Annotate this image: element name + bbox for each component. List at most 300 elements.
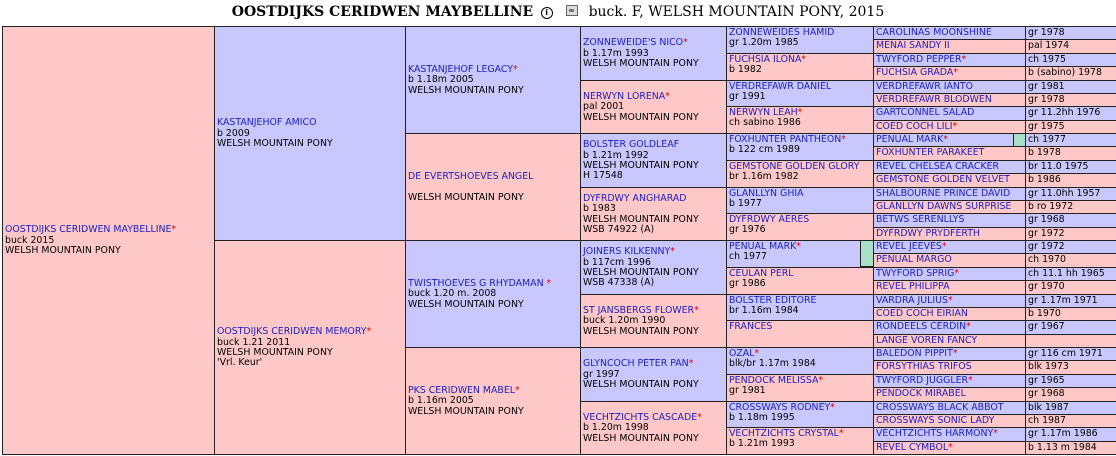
ancestor-name-link[interactable]: BETWS SERENLLYS xyxy=(876,214,965,225)
ancestor-detail-line: gr 1976 xyxy=(729,224,766,236)
ancestor-cell xyxy=(873,120,1027,134)
ancestor-info-cell xyxy=(1025,401,1116,415)
ancestor-cell xyxy=(726,374,875,402)
ancestor-cell xyxy=(873,240,1027,254)
ancestor-cell xyxy=(873,334,1027,348)
ancestor-name-line xyxy=(876,28,1024,38)
ancestor-name-link[interactable]: FRANCES xyxy=(729,321,773,332)
star-marker: * xyxy=(801,54,807,65)
ancestor-name-link[interactable]: GLANLLYN GHIA xyxy=(729,188,804,199)
ancestor-name-link[interactable]: COED COCH EIRIAN xyxy=(876,308,968,319)
ancestor-detail-line: H 17548 xyxy=(583,170,623,182)
ancestor-content xyxy=(876,122,1024,132)
ancestor-name-line xyxy=(876,229,1024,239)
ancestor-name-line xyxy=(876,429,1024,439)
ancestor-content xyxy=(876,416,1024,426)
ancestor-name-link[interactable]: CEULAN PERL xyxy=(729,268,794,279)
ancestor-cell xyxy=(214,26,407,241)
ancestor-info-cell xyxy=(1025,441,1116,455)
ancestor-details: gr 1972 xyxy=(1028,228,1065,239)
ancestor-name-line xyxy=(876,309,1024,319)
ancestor-name-link[interactable]: PENDOCK MIRABEL xyxy=(876,388,966,399)
horse-description: buck. F, WELSH MOUNTAIN PONY, 2015 xyxy=(588,4,885,20)
ancestor-cell xyxy=(873,387,1027,402)
ancestor-detail-line: 'Vrl. Keur' xyxy=(217,357,263,369)
ancestor-name-link[interactable]: ZONNEWEIDE'S NICO xyxy=(583,37,684,49)
ancestor-details: ch 1975 xyxy=(1028,54,1066,65)
ancestor-content xyxy=(876,41,1024,51)
star-marker: * xyxy=(952,348,958,359)
ancestor-details: b 1978 xyxy=(1028,147,1061,158)
ancestor-content xyxy=(729,322,872,343)
ancestor-detail-line: blk/br 1.17m 1984 xyxy=(729,358,816,370)
ancestor-detail-line: WELSH MOUNTAIN PONY xyxy=(408,405,524,417)
ancestor-details: b 1.13 m 1984 xyxy=(1028,442,1097,453)
ancestor-name-link[interactable]: VECHTZICHTS CASCADE xyxy=(583,411,698,423)
ancestor-detail-line: b 1.20m 1998 xyxy=(583,422,649,434)
ancestor-name-link[interactable]: GLANLLYN DAWNS SURPRISE xyxy=(876,201,1012,212)
ancestor-name-link[interactable]: NERWYN LORENA xyxy=(583,90,666,102)
ancestor-name-link[interactable]: PENDOCK MELISSA xyxy=(729,375,819,386)
ancestor-name-link[interactable]: TWYFORD SPRIG xyxy=(876,268,955,279)
ancestor-name-link[interactable]: CROSSWAYS RODNEY xyxy=(729,402,831,413)
ancestor-detail-line: b 1982 xyxy=(729,64,762,76)
ancestor-cell xyxy=(580,26,728,81)
ancestor-detail-line: gr 1986 xyxy=(729,278,766,290)
ancestor-name-link[interactable]: ST JANSBERGS FLOWER xyxy=(583,304,695,316)
ancestor-name-link[interactable]: REVEL PHILIPPA xyxy=(876,281,950,292)
ancestor-content xyxy=(876,429,1024,439)
ancestor-cell xyxy=(2,26,216,455)
ancestor-content xyxy=(876,403,1024,413)
ancestor-cell xyxy=(405,133,582,241)
ancestor-content xyxy=(729,28,872,49)
ancestor-cell xyxy=(873,441,1027,455)
ancestor-content xyxy=(876,28,1024,38)
info-icon[interactable]: i xyxy=(541,7,553,19)
ancestor-cell xyxy=(580,80,728,134)
ancestor-content xyxy=(876,215,1024,225)
ancestor-name-line xyxy=(876,148,1024,158)
ancestor-details: blk 1987 xyxy=(1028,402,1069,413)
ancestor-content xyxy=(876,148,1024,158)
ancestor-cell xyxy=(873,53,1027,67)
ancestor-content xyxy=(876,55,1024,65)
ancestor-cell xyxy=(580,347,728,402)
ancestor-details: b ro 1972 xyxy=(1028,201,1074,212)
ancestor-info-cell xyxy=(1025,427,1116,442)
ancestor-detail-line: WELSH MOUNTAIN PONY xyxy=(217,138,333,150)
ancestor-name-link[interactable]: REVEL JEEVES xyxy=(876,241,942,252)
star-marker: * xyxy=(818,375,824,386)
ancestor-name-link[interactable]: GARTCONNEL SALAD xyxy=(876,107,975,118)
ancestor-name-line xyxy=(876,362,1024,372)
ancestor-cell xyxy=(726,26,875,54)
ancestor-name-line xyxy=(876,376,1024,386)
ancestor-name-link[interactable]: TWYFORD JUGGLER xyxy=(876,375,969,386)
ancestor-name-link[interactable]: OOSTDIJKS CERIDWEN MEMORY xyxy=(217,326,367,338)
ancestor-content xyxy=(729,55,872,76)
ancestor-name-link[interactable]: COED COCH LILI xyxy=(876,121,953,132)
star-marker: * xyxy=(543,277,552,289)
ancestor-name-line xyxy=(876,242,1024,252)
ancestor-details: br 11.0 1975 xyxy=(1028,161,1089,172)
star-marker: * xyxy=(838,428,844,439)
ancestor-name-link[interactable]: DE EVERTSHOEVES ANGEL xyxy=(408,170,534,182)
ancestor-info-cell xyxy=(1025,267,1116,281)
inbreeding-marker xyxy=(860,240,874,267)
ancestor-name-link[interactable]: REVEL CHELSEA CRACKER xyxy=(876,161,1000,172)
star-marker: * xyxy=(694,304,699,316)
ancestor-content xyxy=(583,247,699,289)
ancestor-cell xyxy=(726,347,875,375)
ancestor-cell xyxy=(873,307,1027,321)
ancestor-detail-line: WELSH MOUNTAIN PONY xyxy=(583,160,699,171)
ancestor-cell xyxy=(873,347,1027,361)
ancestor-cell xyxy=(873,39,1027,54)
star-marker: * xyxy=(961,54,967,65)
ancestor-name-line xyxy=(876,135,1024,145)
ancestor-content xyxy=(729,108,872,129)
ancestor-name-link[interactable]: DYFRDWY PRYDFERTH xyxy=(876,228,980,239)
ancestor-content xyxy=(583,140,699,182)
ancestor-name-link[interactable]: LANGE VOREN FANCY xyxy=(876,335,978,346)
ancestor-name-line xyxy=(876,55,1024,65)
ancestor-detail-line: WSB 74922 (A) xyxy=(583,223,655,235)
ancestor-info-cell xyxy=(1025,240,1116,254)
ancestor-name-link[interactable]: GEMSTONE GOLDEN GLORY xyxy=(729,161,860,172)
ancestor-details: gr 1.17m 1986 xyxy=(1028,428,1098,439)
ancestor-detail-line: WELSH MOUNTAIN PONY xyxy=(217,347,333,358)
ancestor-name-link[interactable]: BOLSTER GOLDLEAF xyxy=(583,139,680,151)
ancestor-detail-line: buck 2015 xyxy=(5,234,55,246)
ancestor-cell xyxy=(873,294,1027,308)
ancestor-name-link[interactable]: CROSSWAYS BLACK ABBOT xyxy=(876,402,1004,413)
ancestor-detail-line: gr 1981 xyxy=(729,385,766,397)
ancestor-details: ch 11.1 hh 1965 xyxy=(1028,268,1105,279)
ancestor-detail-line: b 1977 xyxy=(729,198,762,210)
ancestor-name-link[interactable]: KASTANJEHOF AMICO xyxy=(217,117,317,129)
ancestor-detail-line: WELSH MOUNTAIN PONY xyxy=(583,58,699,70)
pedigree-table xyxy=(0,26,1116,456)
ancestor-detail-line: WELSH MOUNTAIN PONY xyxy=(583,267,699,278)
ancestor-content xyxy=(876,68,1024,78)
ancestor-info-cell xyxy=(1025,93,1116,107)
star-marker: * xyxy=(993,428,998,439)
ancestor-name-link[interactable]: PENUAL MARK xyxy=(729,241,797,252)
ancestor-content xyxy=(408,172,533,203)
ancestor-detail-line: ch sabino 1986 xyxy=(729,117,801,129)
ancestor-details: gr 1968 xyxy=(1028,214,1065,225)
ancestor-info-cell xyxy=(1025,66,1116,81)
ancestor-cell xyxy=(873,320,1027,335)
ancestor-name-link[interactable]: NERWYN LEAH xyxy=(729,107,798,118)
ancestor-name-link[interactable]: PENUAL MARK xyxy=(876,134,944,145)
ancestor-name-link[interactable]: SHALBOURNE PRINCE DAVID xyxy=(876,188,1011,199)
ancestor-content xyxy=(876,322,1024,332)
ancestor-content xyxy=(583,194,699,236)
ancestor-name-link[interactable]: RONDEELS CERDIN xyxy=(876,321,967,332)
ancestor-details: gr 1968 xyxy=(1028,388,1065,399)
ancestor-name-line xyxy=(876,336,1024,346)
ancestor-details: gr 1978 xyxy=(1028,94,1065,105)
ancestor-name-link[interactable]: VARDRA JULIUS xyxy=(876,295,948,306)
ancestor-detail-line: buck 1.20m 1990 xyxy=(583,315,666,327)
ancestor-name-line xyxy=(876,416,1024,426)
ancestor-name-line xyxy=(876,269,1024,279)
ancestor-info-cell xyxy=(1025,26,1116,40)
ancestor-cell xyxy=(405,347,582,455)
ancestor-cell xyxy=(405,240,582,348)
ancestor-cell xyxy=(580,240,728,295)
ancestor-name-link[interactable]: VECHTZICHTS HARMONY xyxy=(876,428,994,439)
ancestor-name-link[interactable]: REVEL CYMBOL xyxy=(876,442,949,453)
ancestor-name-link[interactable]: FOXHUNTER PANTHEON xyxy=(729,134,842,145)
ancestor-details: b 1986 xyxy=(1028,174,1061,185)
ancestor-content xyxy=(729,135,872,156)
ancestor-info-cell xyxy=(1025,227,1116,241)
ancestor-content xyxy=(876,389,1024,399)
ancestor-name-line xyxy=(876,175,1024,185)
ancestor-content xyxy=(876,175,1024,185)
inbreeding-marker xyxy=(1013,133,1026,147)
ancestor-name-link[interactable]: TWISTHOEVES G RHYDAMAN xyxy=(408,277,544,289)
ancestor-cell xyxy=(873,80,1027,94)
ancestor-content xyxy=(729,215,872,236)
star-marker: * xyxy=(948,442,953,453)
ancestor-cell xyxy=(726,187,875,214)
ancestor-name-link[interactable]: FUCHSIA ILONA xyxy=(729,54,802,65)
ancestor-cell xyxy=(873,200,1027,214)
ancestor-name-link[interactable]: DYFRDWY AERES xyxy=(729,214,810,225)
ancestor-name-line xyxy=(876,202,1024,212)
star-marker: * xyxy=(754,348,760,359)
horse-name-title: OOSTDIJKS CERIDWEN MAYBELLINE xyxy=(231,4,534,20)
ancestor-cell xyxy=(873,427,1027,442)
ancestor-detail-line: WELSH MOUNTAIN PONY xyxy=(583,432,699,444)
ancestor-content xyxy=(729,269,872,290)
ancestor-name-link[interactable]: FOXHUNTER PARAKEET xyxy=(876,147,985,158)
ancestor-content xyxy=(408,386,524,417)
ancestor-name-line xyxy=(729,322,872,332)
ancestor-name-link[interactable]: MENAI SANDY II xyxy=(876,40,950,51)
ancestor-content xyxy=(729,242,872,263)
ancestor-info-cell xyxy=(1025,294,1116,308)
ancestor-name-line xyxy=(876,255,1024,265)
star-marker: * xyxy=(697,411,702,423)
ancestor-detail-line: br 1.16m 1982 xyxy=(729,171,799,183)
ancestor-info-cell xyxy=(1025,280,1116,295)
ancestor-detail-line: WELSH MOUNTAIN PONY xyxy=(583,111,699,123)
ancestor-cell xyxy=(873,213,1027,228)
ancestor-content xyxy=(876,108,1024,118)
star-marker: * xyxy=(513,63,518,75)
ancestor-name-link[interactable]: CROSSWAYS SONIC LADY xyxy=(876,415,995,426)
ancestor-cell xyxy=(214,240,407,455)
star-marker: * xyxy=(953,67,958,78)
ancestor-cell xyxy=(873,133,1027,147)
ancestor-info-cell xyxy=(1025,146,1116,161)
ancestor-details: gr 1978 xyxy=(1028,27,1065,38)
star-marker: * xyxy=(665,90,670,102)
star-marker: * xyxy=(968,375,973,386)
ancestor-cell xyxy=(873,146,1027,161)
ancestor-name-link[interactable]: VECHTZICHTS CRYSTAL xyxy=(729,428,839,439)
ancestor-content xyxy=(876,229,1024,239)
ancestor-details: blk 1973 xyxy=(1028,361,1069,372)
ancestor-name-link[interactable]: GEMSTONE GOLDEN VELVET xyxy=(876,174,1010,185)
ancestor-name-line xyxy=(876,68,1024,78)
star-marker: * xyxy=(954,268,960,279)
ancestor-detail-line: b 1.18m 1995 xyxy=(729,412,795,424)
ancestor-name-link[interactable]: BALEDON PIPPIT xyxy=(876,348,953,359)
ancestor-name-link[interactable]: JOINERS KILKENNY xyxy=(583,246,671,258)
ancestor-name-link[interactable]: DYFRDWY ANGHARAD xyxy=(583,192,687,204)
ancestor-info-cell xyxy=(1025,160,1116,174)
star-marker: * xyxy=(830,402,835,413)
ancestor-detail-line: b 1.16m 2005 xyxy=(408,395,474,407)
ancestor-content xyxy=(876,362,1024,372)
ancestor-detail-line: b 1.21m 1992 xyxy=(583,149,649,161)
ancestor-cell xyxy=(873,106,1027,121)
ancestor-name-link[interactable]: BOLSTER EDITORE xyxy=(729,295,817,306)
ancestor-content xyxy=(729,429,872,450)
ancestor-cell xyxy=(726,267,875,295)
ancestor-name-link[interactable]: PENUAL MARGO xyxy=(876,254,952,265)
ancestor-cell xyxy=(580,133,728,188)
ancestor-name-line xyxy=(876,108,1024,118)
ancestor-info-cell xyxy=(1025,187,1116,201)
ancestor-cell xyxy=(726,80,875,107)
ancestor-info-cell xyxy=(1025,360,1116,375)
ancestor-name-line xyxy=(876,282,1024,292)
ancestor-content xyxy=(876,82,1024,92)
ancestor-name-link[interactable]: ZONNEWEIDES HAMID xyxy=(729,27,835,38)
ancestor-cell xyxy=(580,187,728,241)
ancestor-name-link[interactable]: GLYNCOCH PETER PAN xyxy=(583,358,689,370)
ancestor-cell xyxy=(873,401,1027,415)
ancestor-info-cell xyxy=(1025,347,1116,361)
ancestor-name-link[interactable]: VERDREFAWR DANIEL xyxy=(729,81,832,92)
ancestor-cell xyxy=(580,294,728,348)
ancestor-name-link[interactable]: FUCHSIA GRADA xyxy=(876,67,954,78)
ancestor-content xyxy=(583,306,699,337)
ancestor-cell xyxy=(873,26,1027,40)
ancestor-details: b (sabino) 1978 xyxy=(1028,67,1102,78)
ancestor-name-link[interactable]: OOSTDIJKS CERIDWEN MAYBELLINE xyxy=(5,224,172,236)
ancestor-info-cell xyxy=(1025,213,1116,228)
ancestor-detail-line: gr 1991 xyxy=(729,91,766,103)
ancestor-name-line xyxy=(876,349,1024,359)
ancestor-details: gr 1967 xyxy=(1028,321,1065,332)
ancestor-cell xyxy=(873,280,1027,295)
ancestor-detail-line: buck 1.20 m. 2008 xyxy=(408,288,497,300)
ancestor-name-line xyxy=(876,389,1024,399)
page-title xyxy=(0,4,1116,24)
ancestor-cell xyxy=(580,401,728,455)
ancestor-detail-line: b 122 cm 1989 xyxy=(729,144,800,156)
ancestor-cell xyxy=(873,227,1027,241)
ancestor-info-cell xyxy=(1025,200,1116,214)
ancestor-info-cell xyxy=(1025,39,1116,54)
ancestor-details: gr 1970 xyxy=(1028,281,1065,292)
ancestor-cell xyxy=(873,173,1027,188)
ancestor-content xyxy=(876,349,1024,359)
ancestor-detail-line: b 1.21m 1993 xyxy=(729,438,795,450)
ancestor-detail-line: b 2009 xyxy=(217,127,250,139)
ancestor-content xyxy=(729,403,872,424)
image-icon[interactable] xyxy=(566,5,578,16)
ancestor-cell xyxy=(726,294,875,321)
ancestor-content xyxy=(583,92,699,123)
star-marker: * xyxy=(171,224,177,236)
ancestor-info-cell xyxy=(1025,307,1116,321)
ancestor-name-line xyxy=(876,322,1024,332)
ancestor-details: gr 11.2hh 1976 xyxy=(1028,107,1101,118)
ancestor-name-link[interactable]: PKS CERIDWEN MABEL xyxy=(408,384,515,396)
ancestor-cell xyxy=(873,187,1027,201)
ancestor-detail-line: gr 1.20m 1985 xyxy=(729,37,799,49)
ancestor-details: gr 1.17m 1971 xyxy=(1028,295,1098,306)
ancestor-name-link[interactable]: VERDREFAWR BLODWEN xyxy=(876,94,992,105)
star-marker: * xyxy=(947,295,953,306)
ancestor-content xyxy=(876,376,1024,386)
ancestor-name-link[interactable]: TWYFORD PEPPER xyxy=(876,54,962,65)
ancestor-content xyxy=(217,118,333,149)
ancestor-cell xyxy=(873,253,1027,268)
ancestor-content xyxy=(729,189,872,210)
ancestor-content xyxy=(583,359,699,390)
ancestor-name-line xyxy=(876,162,1024,172)
ancestor-name-link[interactable]: CAROLINAS MOONSHINE xyxy=(876,27,992,38)
ancestor-content xyxy=(5,225,176,256)
ancestor-cell xyxy=(873,374,1027,388)
ancestor-info-cell xyxy=(1025,120,1116,134)
ancestor-info-cell xyxy=(1025,133,1116,147)
ancestor-name-link[interactable]: VERDREFAWR IANTO xyxy=(876,81,973,92)
ancestor-content xyxy=(729,376,872,397)
ancestor-info-cell xyxy=(1025,374,1116,388)
ancestor-info-cell xyxy=(1025,334,1116,348)
star-marker: * xyxy=(966,321,971,332)
ancestor-name-link[interactable]: FORSYTHIAS TRIFOS xyxy=(876,361,972,372)
ancestor-content xyxy=(583,38,699,69)
ancestor-info-cell xyxy=(1025,414,1116,428)
ancestor-content xyxy=(876,202,1024,212)
ancestor-cell xyxy=(873,267,1027,281)
ancestor-content xyxy=(729,162,872,183)
ancestor-name-line xyxy=(876,82,1024,92)
ancestor-cell xyxy=(726,427,875,455)
ancestor-name-line xyxy=(408,172,533,182)
ancestor-info-cell xyxy=(1025,320,1116,335)
ancestor-detail-line: WSB 47338 (A) xyxy=(583,277,655,289)
ancestor-cell xyxy=(873,160,1027,174)
ancestor-name-line xyxy=(876,122,1024,132)
ancestor-content xyxy=(876,269,1024,279)
ancestor-cell xyxy=(726,53,875,81)
star-marker: * xyxy=(514,384,520,396)
star-marker: * xyxy=(688,358,694,370)
ancestor-name-link[interactable]: OZAL xyxy=(729,348,755,359)
ancestor-detail-line: ch 1977 xyxy=(729,251,767,263)
ancestor-cell xyxy=(873,93,1027,107)
ancestor-content xyxy=(876,95,1024,105)
ancestor-name-link[interactable]: KASTANJEHOF LEGACY xyxy=(408,63,514,75)
ancestor-details: gr 1965 xyxy=(1028,375,1065,386)
ancestor-info-cell xyxy=(1025,173,1116,188)
ancestor-detail-line: b 1.18m 2005 xyxy=(408,74,474,86)
